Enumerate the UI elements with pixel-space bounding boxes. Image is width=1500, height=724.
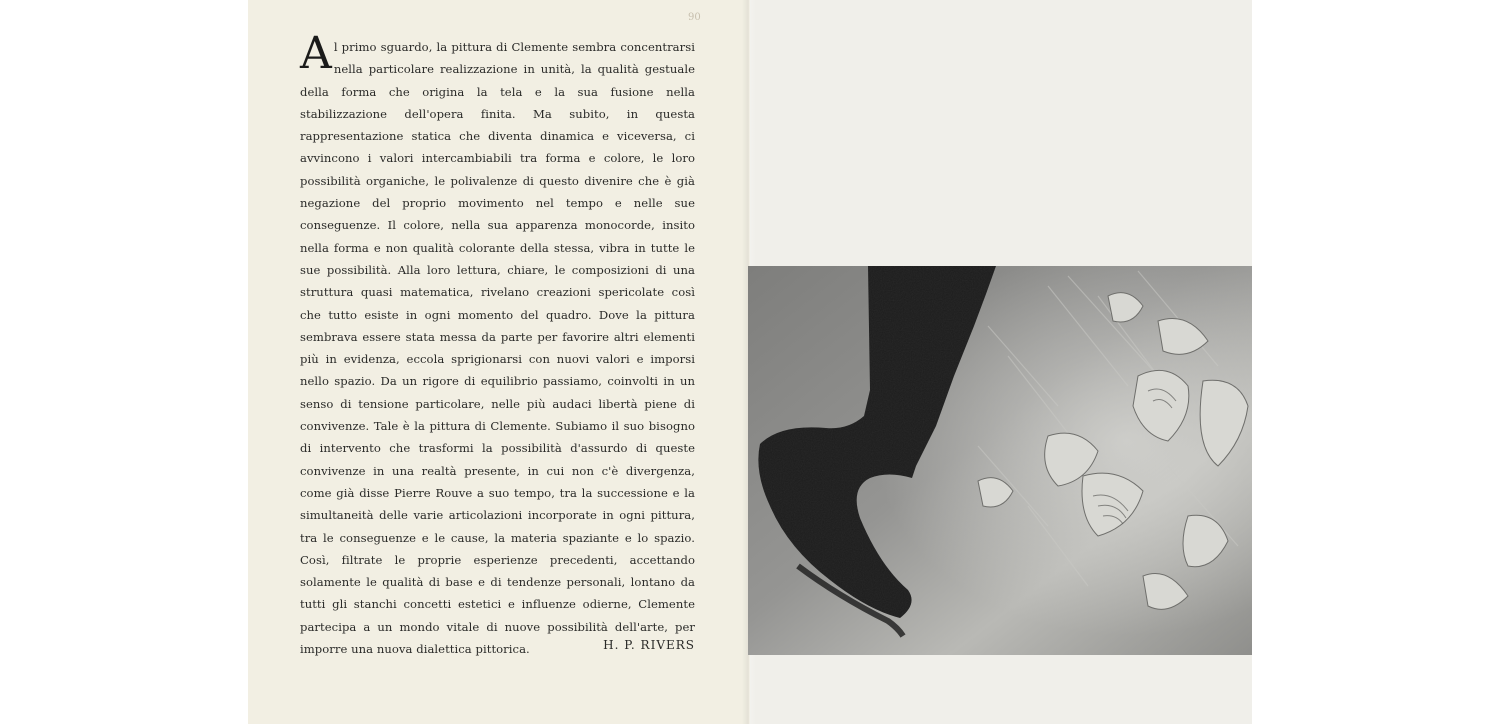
- drop-cap: A: [300, 28, 332, 79]
- left-page: [248, 0, 750, 724]
- abstract-painting: [748, 266, 1252, 655]
- page-number: 90: [688, 12, 701, 23]
- essay-body: l primo sguardo, la pittura di Clemente sembra concentrarsi nella particolare realizzazione in unità, la qualità gestuale della forma che origina la tela e la sua fusione nella stabilizzazione dell'opera finita. Ma subito, in questa rappresentazione statica che diventa dinamica e viceversa, ci avvincono i valori intercambiabili tra forma e colore, le loro possibilità organiche, le polivalenze di questo divenire che è già negazione del proprio movimento nel tempo e nelle sue conseguenze. Il colore, nella sua apparenza monocorde, insito nella forma e non qualità colorante della stessa, vibra in tutte le sue possibilità. Alla loro lettura, chiare, le composizioni di una struttura quasi matematica, rivelano creazioni spericolate così che tutto esiste in ogni momento del quadro. Dove la pittura sembrava essere stata messa da parte per favorire altri elementi più in evidenza, eccola sprigionarsi con nuovi valori e imporsi nello spazio. Da un rigore di equilibrio passiamo, coinvolti in un senso di tensione particolare, nelle più audaci libertà piene di convivenze. Tale è la pittura di Clemente. Subiamo il suo bisogno di intervento che trasformi la possibilità d'assurdo di queste convivenze in una realtà presente, in cui non c'è divergenza, come già disse Pierre Rouve a suo tempo, tra la successione e la simultaneità delle varie articolazioni incorporate in ogni pittura, tra le conseguenze e le cause, la materia spaziante e lo spazio. Così, filtrate le proprie esperienze precedenti, accettando solamente le qualità di base e di tendenze personali, lontano da tutti gli stanchi concetti estetici e influenze odierne, Clemente partecipa a un mondo vitale di nuove possibilità dell'arte, per imporre una nuova dialettica pittorica.: [300, 40, 695, 657]
- essay-paragraph: [300, 28, 695, 660]
- author-signature: H. P. RIVERS: [603, 638, 695, 652]
- book-spread: [248, 0, 1252, 724]
- essay-text: [300, 28, 695, 660]
- artwork-reproduction: [748, 266, 1252, 655]
